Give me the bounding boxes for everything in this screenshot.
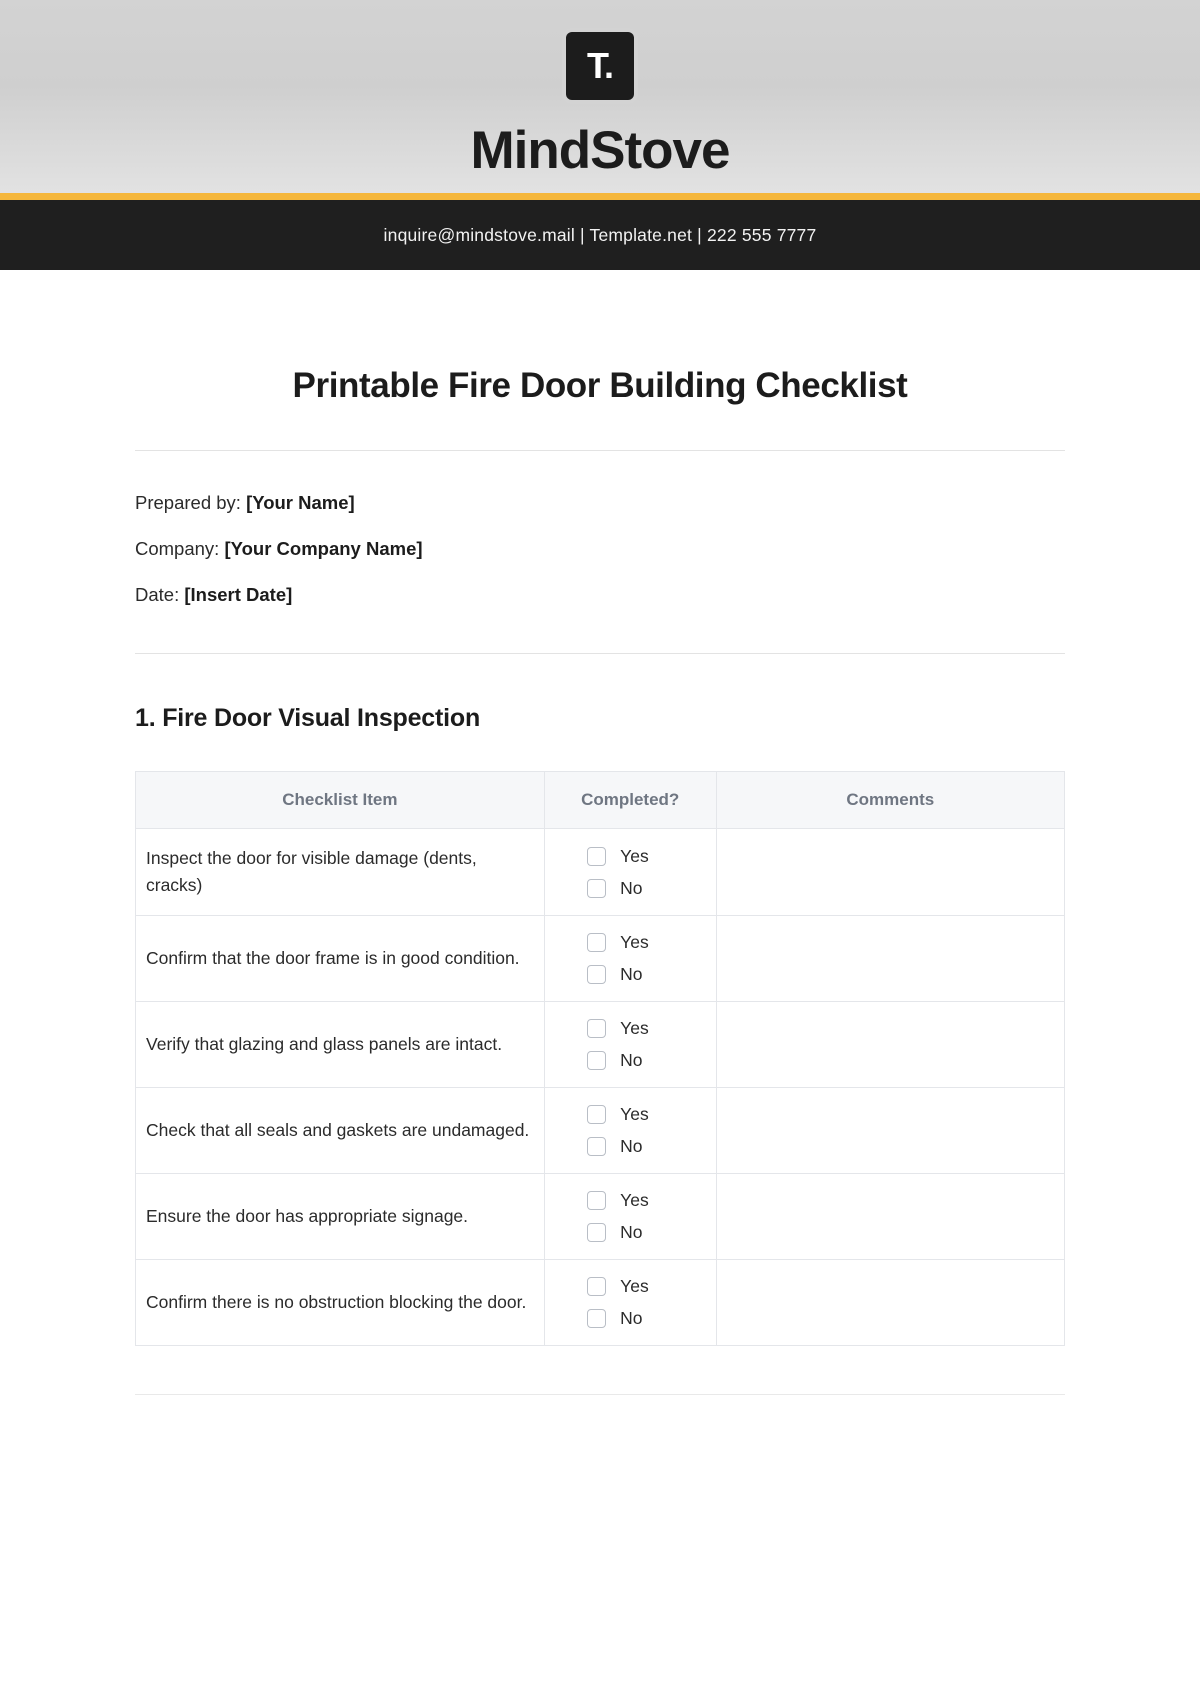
section-divider — [135, 1394, 1065, 1395]
meta-prepared-by-label: Prepared by: — [135, 492, 241, 513]
no-option[interactable] — [587, 878, 673, 899]
checkbox-icon[interactable] — [587, 879, 606, 898]
title-divider — [135, 450, 1065, 451]
yes-option[interactable] — [587, 846, 673, 867]
checklist-item-text: Confirm that the door frame is in good condition. — [136, 916, 545, 1002]
brand-name: MindStove — [470, 121, 730, 180]
checklist-item-text: Inspect the door for visible damage (dents, cracks) — [136, 829, 545, 916]
checkbox-icon[interactable] — [587, 1137, 606, 1156]
table-row — [136, 1260, 1065, 1346]
completed-cell — [544, 1088, 716, 1174]
column-header-comments: Comments — [716, 772, 1064, 829]
yes-label: Yes — [620, 1276, 649, 1297]
no-label: No — [620, 1136, 643, 1157]
logo-glyph: T. — [586, 45, 613, 86]
yes-option[interactable] — [587, 1104, 673, 1125]
table-row — [136, 916, 1065, 1002]
meta-company-value[interactable]: [Your Company Name] — [224, 538, 423, 560]
no-label: No — [620, 1222, 643, 1243]
comments-cell[interactable] — [716, 1002, 1064, 1088]
yes-label: Yes — [620, 1190, 649, 1211]
meta-date-value[interactable]: [Insert Date] — [184, 584, 293, 606]
completed-cell — [544, 1174, 716, 1260]
comments-cell[interactable] — [716, 1174, 1064, 1260]
table-row — [136, 1174, 1065, 1260]
table-row — [136, 1088, 1065, 1174]
document-body — [0, 366, 1200, 1395]
meta-divider — [135, 653, 1065, 654]
checklist-table — [135, 771, 1065, 1346]
no-option[interactable] — [587, 964, 673, 985]
comments-cell[interactable] — [716, 1088, 1064, 1174]
checkbox-icon[interactable] — [587, 1191, 606, 1210]
yes-option[interactable] — [587, 1190, 673, 1211]
completed-cell — [544, 829, 716, 916]
yes-label: Yes — [620, 845, 649, 866]
completed-cell — [544, 1002, 716, 1088]
checklist-item-text: Confirm there is no obstruction blocking the door. — [136, 1260, 545, 1346]
no-option[interactable] — [587, 1136, 673, 1157]
checklist-item-text: Check that all seals and gaskets are undamaged. — [136, 1088, 545, 1174]
table-row — [136, 1002, 1065, 1088]
checkbox-icon[interactable] — [587, 1051, 606, 1070]
page-title: Printable Fire Door Building Checklist — [292, 366, 908, 405]
no-label: No — [620, 964, 643, 985]
section-heading: 1. Fire Door Visual Inspection — [135, 704, 481, 733]
checklist-item-text: Ensure the door has appropriate signage. — [136, 1174, 545, 1260]
checkbox-icon[interactable] — [587, 1309, 606, 1328]
checkbox-icon[interactable] — [587, 1105, 606, 1124]
no-option[interactable] — [587, 1222, 673, 1243]
comments-cell[interactable] — [716, 916, 1064, 1002]
yes-option[interactable] — [587, 1276, 673, 1297]
contact-bar — [0, 200, 1200, 270]
brand-header — [0, 0, 1200, 200]
yes-label: Yes — [620, 1104, 649, 1125]
table-row — [136, 829, 1065, 916]
contact-info: inquire@mindstove.mail | Template.net | 222 555 7777 — [383, 224, 817, 245]
column-header-checklist-item: Checklist Item — [136, 772, 545, 829]
no-label: No — [620, 877, 643, 898]
checkbox-icon[interactable] — [587, 965, 606, 984]
checkbox-icon[interactable] — [587, 1223, 606, 1242]
checklist-item-text: Verify that glazing and glass panels are intact. — [136, 1002, 545, 1088]
meta-company — [135, 537, 1065, 561]
comments-cell[interactable] — [716, 1260, 1064, 1346]
completed-cell — [544, 1260, 716, 1346]
column-header-completed: Completed? — [544, 772, 716, 829]
meta-date — [135, 583, 1065, 607]
t-square-logo-icon — [566, 32, 634, 100]
meta-date-label: Date: — [135, 584, 180, 606]
checkbox-icon[interactable] — [587, 1277, 606, 1296]
meta-company-label: Company: — [135, 538, 220, 560]
no-option[interactable] — [587, 1050, 673, 1071]
meta-block — [135, 491, 1065, 607]
meta-prepared-by — [135, 491, 1065, 515]
no-option[interactable] — [587, 1308, 673, 1329]
meta-prepared-by-value[interactable]: [Your Name] — [246, 492, 355, 513]
yes-label: Yes — [620, 1018, 649, 1039]
checkbox-icon[interactable] — [587, 933, 606, 952]
yes-option[interactable] — [587, 1018, 673, 1039]
table-header-row — [136, 772, 1065, 829]
checkbox-icon[interactable] — [587, 847, 606, 866]
yes-label: Yes — [620, 932, 649, 953]
no-label: No — [620, 1050, 643, 1071]
no-label: No — [620, 1308, 643, 1329]
yes-option[interactable] — [587, 932, 673, 953]
completed-cell — [544, 916, 716, 1002]
comments-cell[interactable] — [716, 829, 1064, 916]
checkbox-icon[interactable] — [587, 1019, 606, 1038]
